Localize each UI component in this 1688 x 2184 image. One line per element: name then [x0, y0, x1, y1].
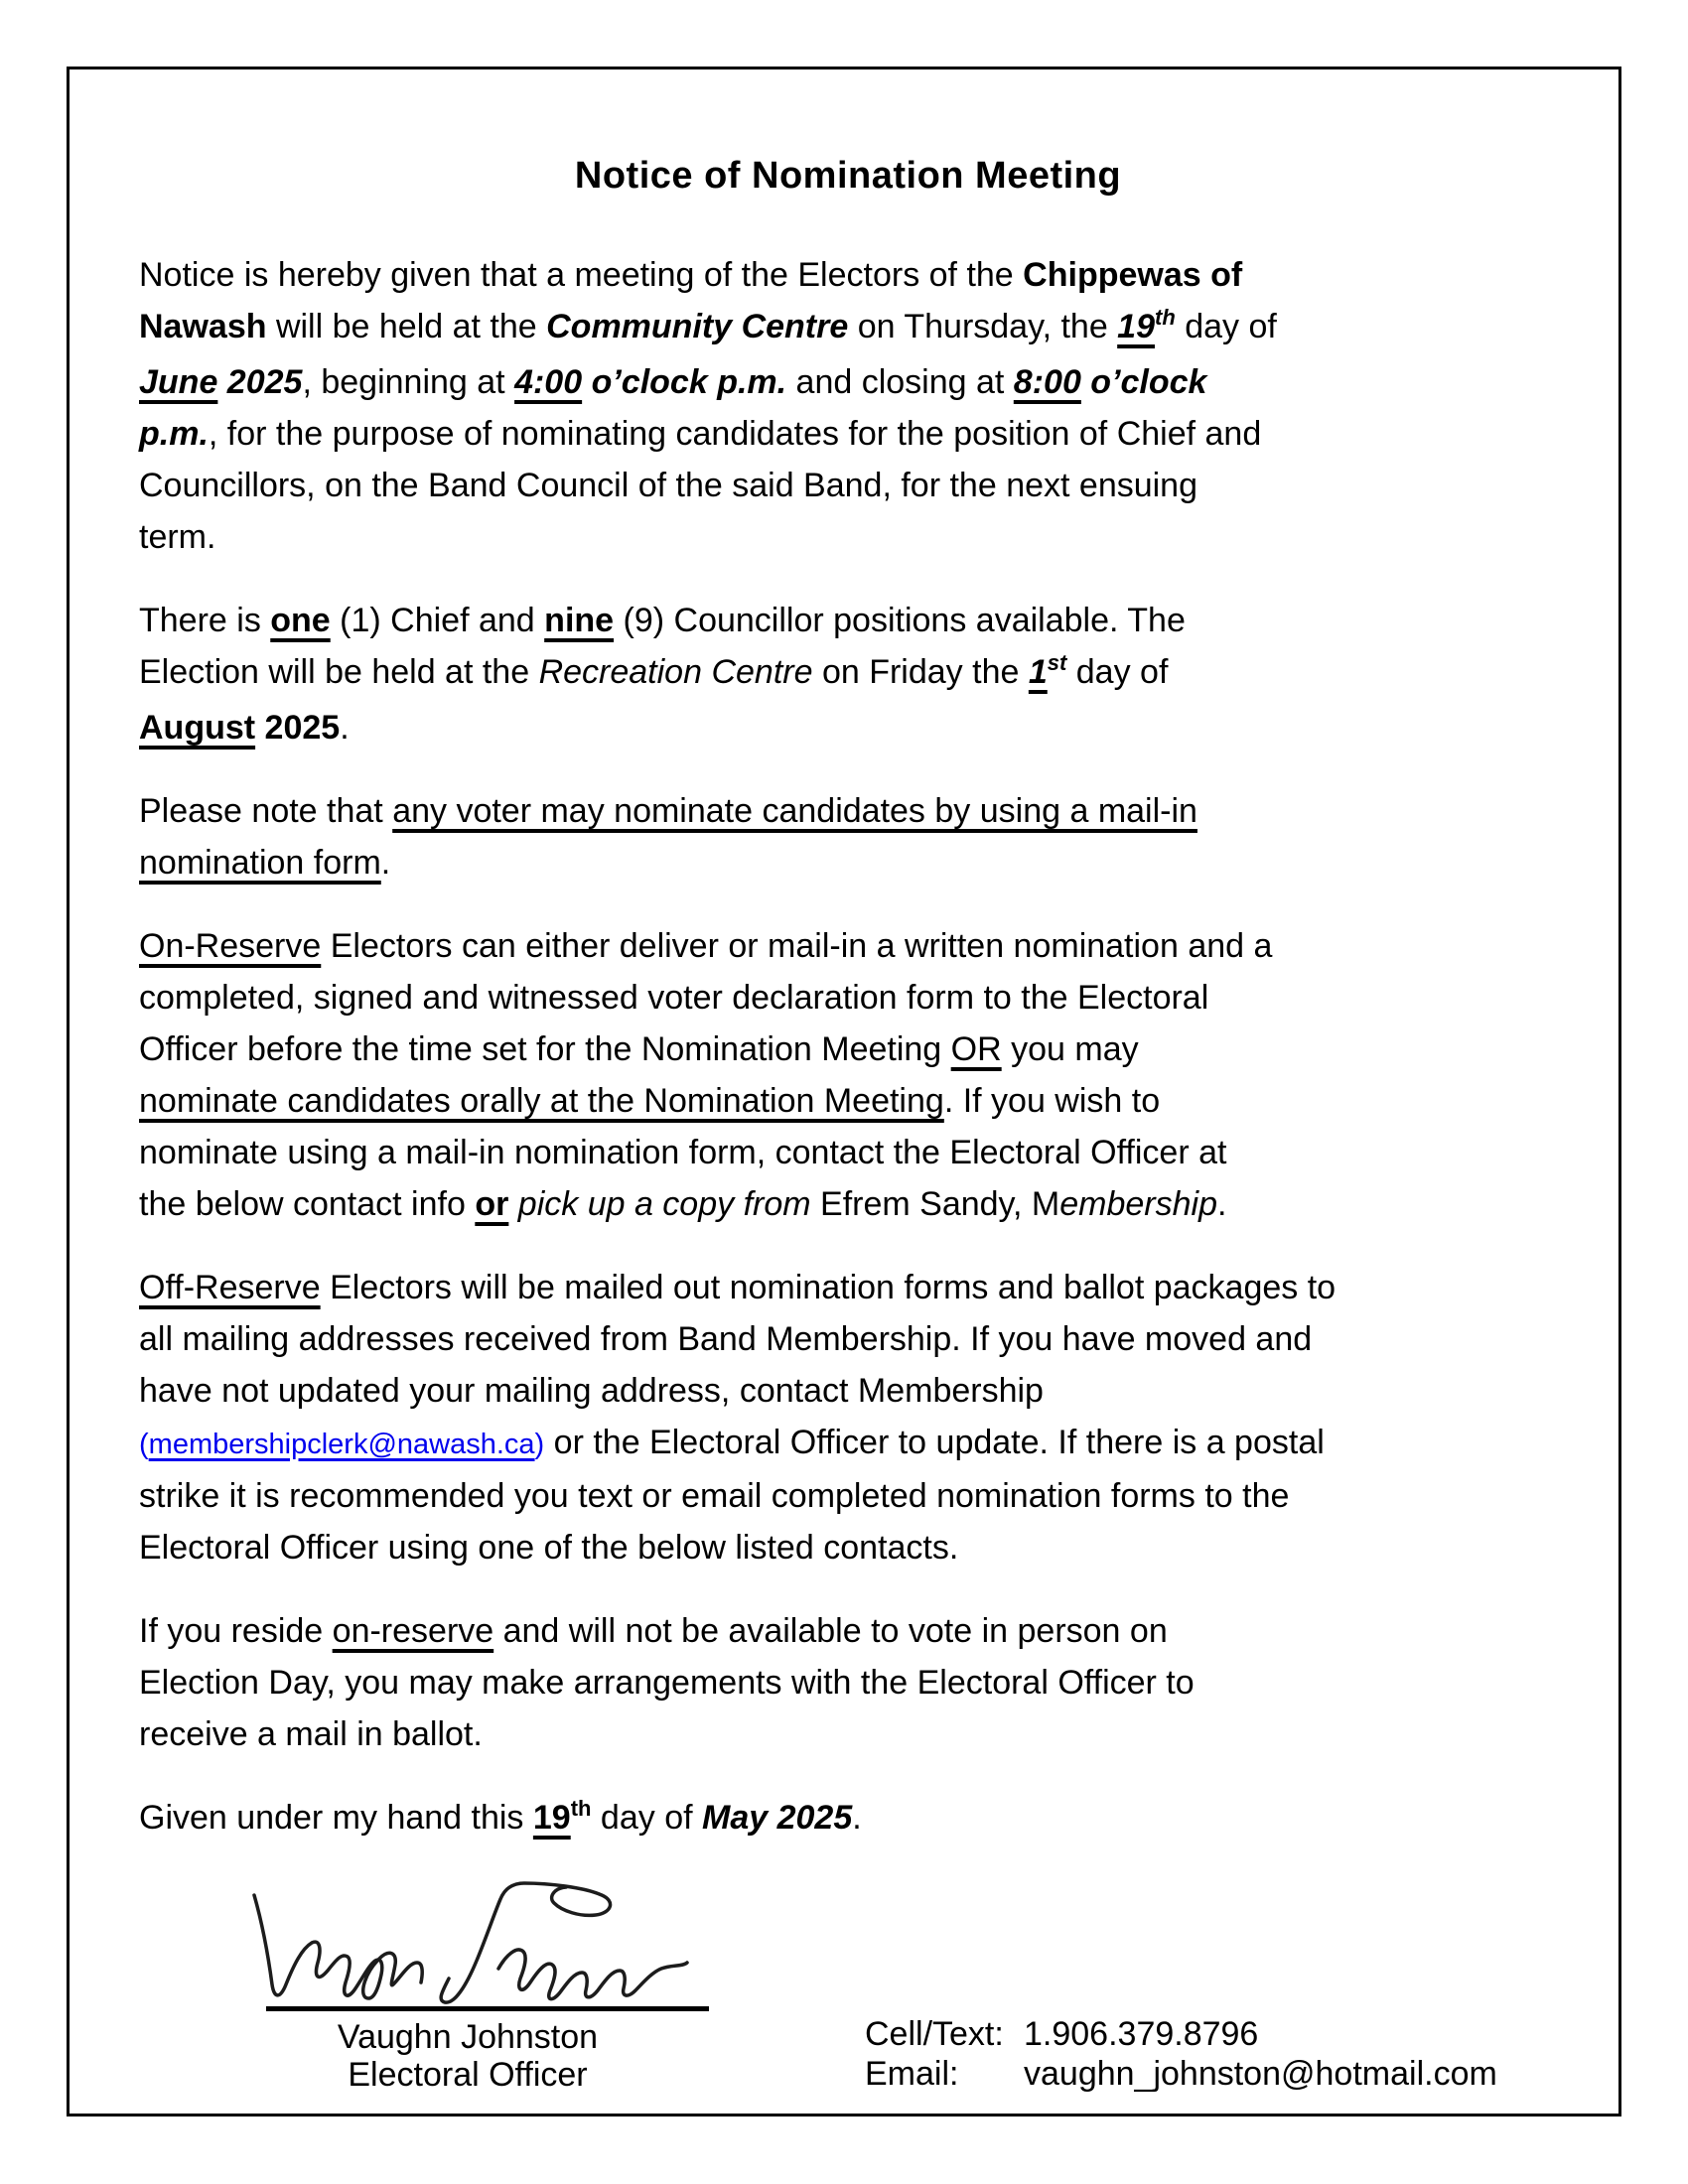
text-run: Election Day, you may make arrangements with the Electoral Officer to: [139, 1664, 1195, 1702]
text-run: Councillors, on the Band Council of the said Band, for the next ensuing: [139, 467, 1198, 504]
page-title: Notice of Nomination Meeting: [574, 155, 1122, 197]
text-run: [508, 1185, 517, 1223]
text-run: Electors will be mailed out nomination forms and ballot packages to: [320, 1269, 1336, 1306]
text-run: .: [340, 709, 350, 747]
text-run: OR: [950, 1030, 1002, 1068]
text-run: .: [852, 1799, 862, 1837]
text-run: one: [270, 602, 331, 639]
signature-image: [238, 1873, 705, 2007]
text-run: 2025: [217, 363, 303, 401]
text-run: . If you wish to: [943, 1082, 1161, 1120]
text-run: , for the purpose of nominating candidates for the position of Chief and: [208, 415, 1262, 453]
email-label: Email:: [865, 2055, 959, 2093]
text-run: Election will be held at the: [139, 653, 539, 691]
email-link[interactable]: membershipclerk@nawash.ca: [148, 1429, 535, 1460]
text-run: (1) Chief and: [330, 602, 545, 639]
text-run: .: [1217, 1185, 1227, 1223]
cell-label: Cell/Text:: [865, 2015, 1004, 2053]
text-run: the below contact info: [139, 1185, 476, 1223]
text-run: p.m.: [139, 415, 209, 453]
text-run: Efrem Sandy, M: [810, 1185, 1060, 1223]
text-run: Community Centre: [546, 308, 849, 345]
text-run: or the Electoral Officer to update. If there is a postal: [544, 1424, 1325, 1461]
text-run: If you reside: [139, 1612, 333, 1650]
text-run: Notice is hereby given that a meeting of the Electors of the: [139, 256, 1024, 294]
text-run: and closing at: [786, 363, 1014, 401]
signature-section: [139, 1879, 1557, 2184]
contact-block: [865, 2014, 1497, 2094]
text-run: 19: [1117, 308, 1155, 345]
text-run: you may: [1001, 1030, 1139, 1068]
paragraph-mail-in-note: [139, 785, 1557, 888]
signatory-name: Vaughn Johnston: [337, 2018, 599, 2056]
text-run: Nawash: [139, 308, 267, 345]
text-run: nomination form: [139, 844, 381, 882]
text-run: or: [475, 1185, 509, 1223]
paragraph-on-reserve: [139, 920, 1557, 1230]
text-run: term.: [139, 518, 216, 556]
text-run: day of: [1175, 308, 1277, 345]
text-run: 4:00: [514, 363, 583, 401]
text-run: th: [570, 1796, 592, 1821]
text-run: on Friday the: [812, 653, 1029, 691]
text-run: June: [139, 363, 218, 401]
text-run: any voter may nominate candidates by using a mail-in: [392, 792, 1197, 830]
text-run: nominate candidates orally at the Nomination Meeting: [139, 1082, 944, 1120]
cell-value: 1.906.379.8796: [1024, 2015, 1259, 2053]
closing-statement: [139, 1792, 1557, 1847]
email-value: vaughn_johnston@hotmail.com: [1024, 2055, 1497, 2093]
text-run: Electors can either deliver or mail-in a written nomination and a: [321, 927, 1273, 965]
signatory-title: Electoral Officer: [348, 2056, 588, 2094]
paragraph-intro: [139, 249, 1557, 563]
text-run: 19: [532, 1799, 571, 1837]
paragraph-off-reserve: [139, 1262, 1557, 1573]
text-run: Electoral Officer using one of the below listed contacts.: [139, 1529, 959, 1567]
text-run: .: [380, 844, 391, 882]
text-run: nine: [544, 602, 615, 639]
text-run: May 2025: [702, 1799, 853, 1837]
text-run: Given under my hand this: [139, 1799, 533, 1837]
text-run: th: [1155, 305, 1176, 330]
text-run: receive a mail in ballot.: [139, 1715, 483, 1753]
text-run: 2025: [255, 709, 341, 747]
text-run: Off-Reserve: [139, 1269, 321, 1306]
text-run: (9) Councillor positions available. The: [614, 602, 1186, 639]
cell-row: [865, 2014, 1497, 2054]
email-row: [865, 2054, 1497, 2094]
paragraph-positions: [139, 595, 1557, 753]
text-run: on Thursday, the: [848, 308, 1118, 345]
text-run: 8:00: [1013, 363, 1081, 401]
text-run: have not updated your mailing address, contact Membership: [139, 1372, 1044, 1410]
text-run: , beginning at: [302, 363, 515, 401]
text-run: completed, signed and witnessed voter declaration form to the Electoral: [139, 979, 1209, 1017]
text-run: There is: [139, 602, 271, 639]
text-run: (: [139, 1429, 149, 1460]
text-run: Please note that: [139, 792, 393, 830]
text-run: all mailing addresses received from Band Membership. If you have moved and: [139, 1320, 1313, 1358]
text-run: will be held at the: [266, 308, 547, 345]
notice-page: [67, 67, 1621, 2116]
text-run: Chippewas of: [1023, 256, 1243, 294]
text-run: o’clock p.m.: [582, 363, 787, 401]
text-run: st: [1047, 650, 1067, 675]
text-run: on-reserve: [332, 1612, 494, 1650]
signature-line: [266, 2006, 709, 2011]
text-run: strike it is recommended you text or email completed nomination forms to the: [139, 1477, 1290, 1515]
paragraph-mail-ballot: [139, 1605, 1557, 1760]
signatory-block: [246, 2018, 689, 2094]
text-run: On-Reserve: [139, 927, 322, 965]
text-run: ): [534, 1429, 545, 1460]
text-run: pick up a copy from: [517, 1185, 811, 1223]
text-run: Recreation Centre: [538, 653, 813, 691]
text-run: Officer before the time set for the Nomination Meeting: [139, 1030, 951, 1068]
text-run: o’clock: [1080, 363, 1207, 401]
text-run: day of: [1066, 653, 1169, 691]
text-run: day of: [591, 1799, 702, 1837]
text-run: 1: [1028, 653, 1048, 691]
text-run: and will not be available to vote in person on: [493, 1612, 1168, 1650]
text-run: nominate using a mail-in nomination form, contact the Electoral Officer at: [139, 1134, 1227, 1171]
text-run: embership: [1059, 1185, 1217, 1223]
text-run: August: [139, 709, 256, 747]
